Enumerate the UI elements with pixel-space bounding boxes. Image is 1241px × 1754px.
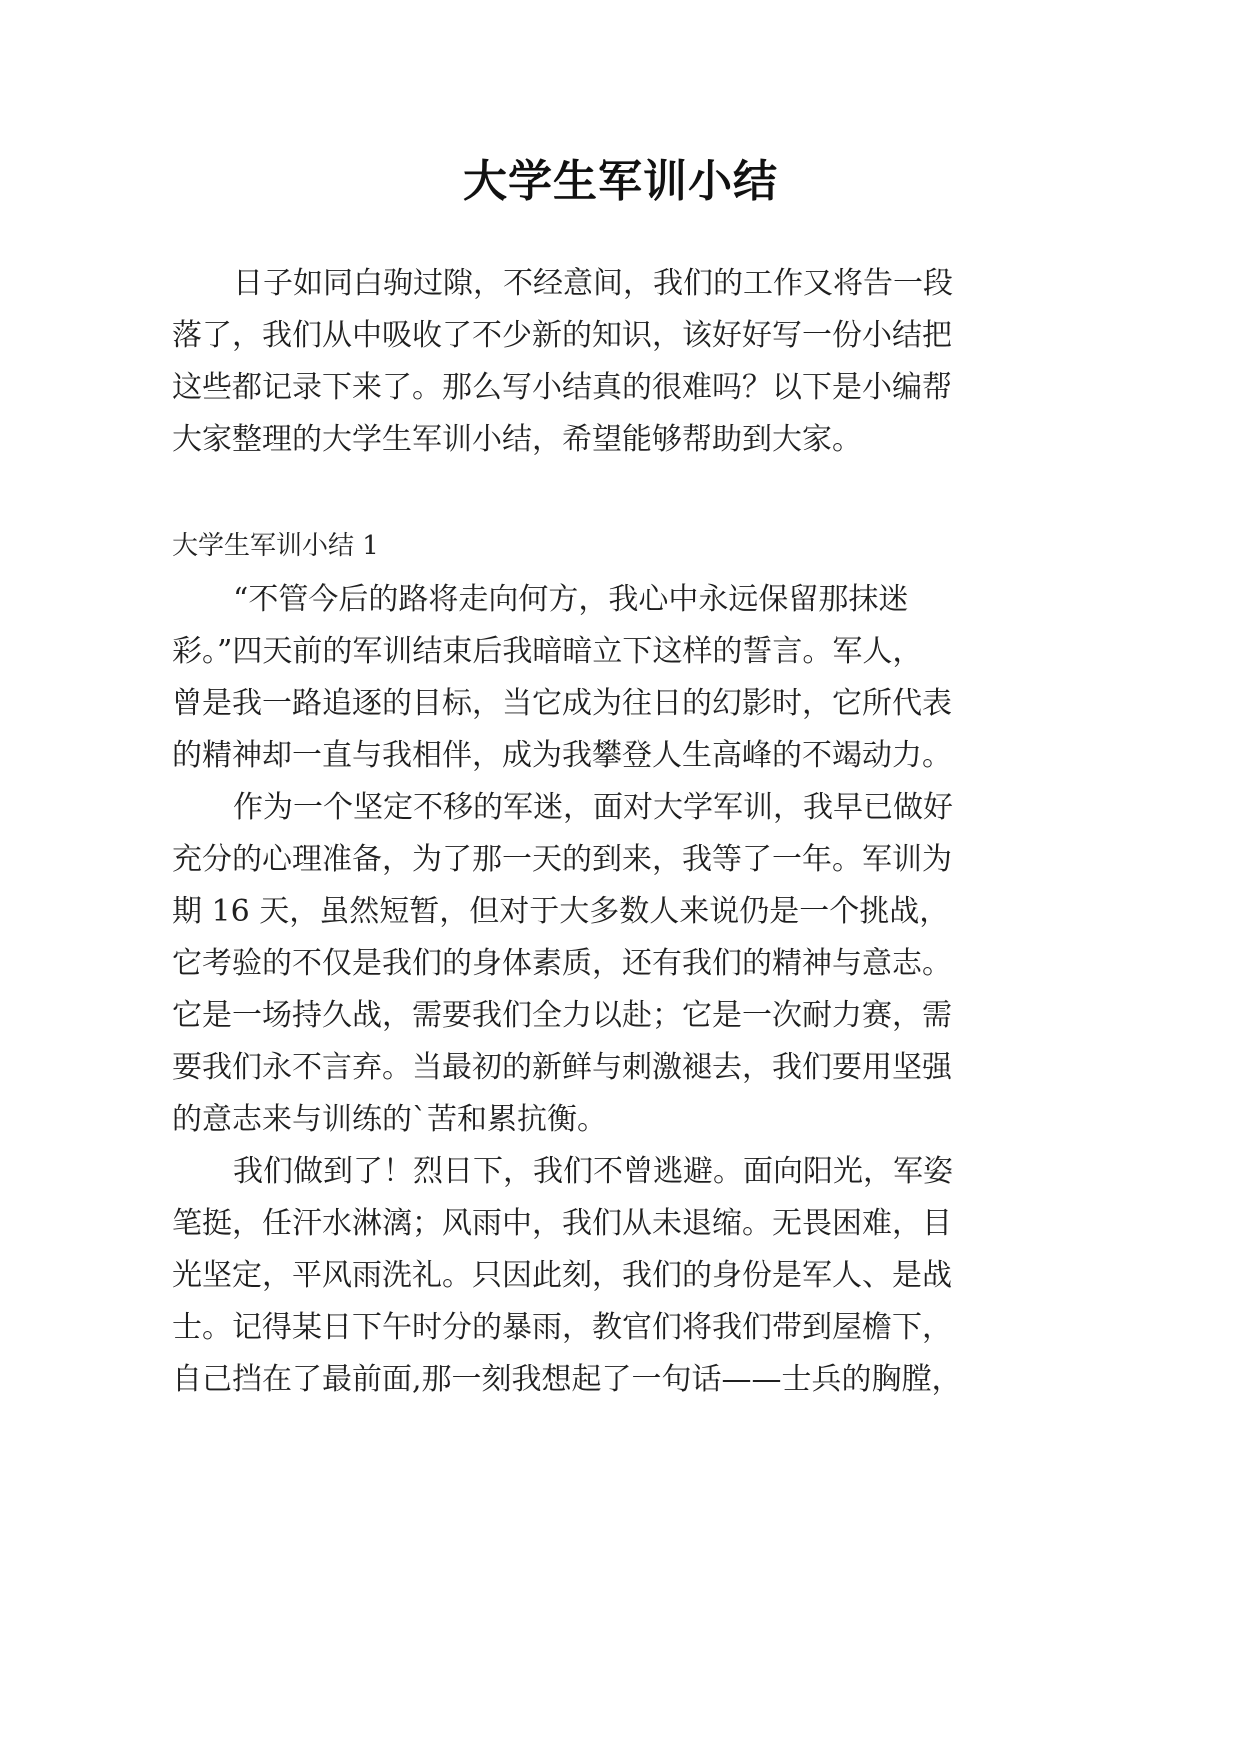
intro-line: 日子如同白驹过隙，不经意间，我们的工作又将告一段 <box>233 266 953 301</box>
body-line: 期 16 天，虽然短暂，但对于大多数人来说仍是一个挑战， <box>172 894 950 929</box>
intro-line: 这些都记录下来了。那么写小结真的很难吗？以下是小编帮 <box>172 370 952 405</box>
intro-line: 大家整理的大学生军训小结，希望能够帮助到大家。 <box>172 422 862 457</box>
body-line: 我们做到了！烈日下，我们不曾逃避。面向阳光，军姿 <box>233 1154 953 1189</box>
intro-line: 落了，我们从中吸收了不少新的知识，该好好写一份小结把 <box>172 318 952 353</box>
body-line: 彩。”四天前的军训结束后我暗暗立下这样的誓言。军人， <box>172 634 923 669</box>
body-line: 自己挡在了最前面,那一刻我想起了一句话——士兵的胸膛， <box>172 1362 962 1397</box>
body-line: “不管今后的路将走向何方，我心中永远保留那抹迷 <box>233 582 909 617</box>
body-line: 光坚定，平风雨洗礼。只因此刻，我们的身份是军人、是战 <box>172 1258 952 1293</box>
body-line: 的精神却一直与我相伴，成为我攀登人生高峰的不竭动力。 <box>172 738 952 773</box>
body-line: 充分的心理准备，为了那一天的到来，我等了一年。军训为 <box>172 842 952 877</box>
section-heading: 大学生军训小结 1 <box>172 531 379 561</box>
body-line: 要我们永不言弃。当最初的新鲜与刺激褪去，我们要用坚强 <box>172 1050 952 1085</box>
document-title: 大学生军训小结 <box>463 156 778 207</box>
body-line: 它是一场持久战，需要我们全力以赴；它是一次耐力赛，需 <box>172 998 952 1033</box>
body-line: 的意志来与训练的`苦和累抗衡。 <box>172 1102 607 1137</box>
body-line: 它考验的不仅是我们的身体素质，还有我们的精神与意志。 <box>172 946 952 981</box>
body-line: 曾是我一路追逐的目标，当它成为往日的幻影时，它所代表 <box>172 686 952 721</box>
body-line: 作为一个坚定不移的军迷，面对大学军训，我早已做好 <box>233 790 953 825</box>
body-line: 士。记得某日下午时分的暴雨，教官们将我们带到屋檐下， <box>172 1310 952 1345</box>
body-line: 笔挺，任汗水淋漓；风雨中，我们从未退缩。无畏困难，目 <box>172 1206 952 1241</box>
